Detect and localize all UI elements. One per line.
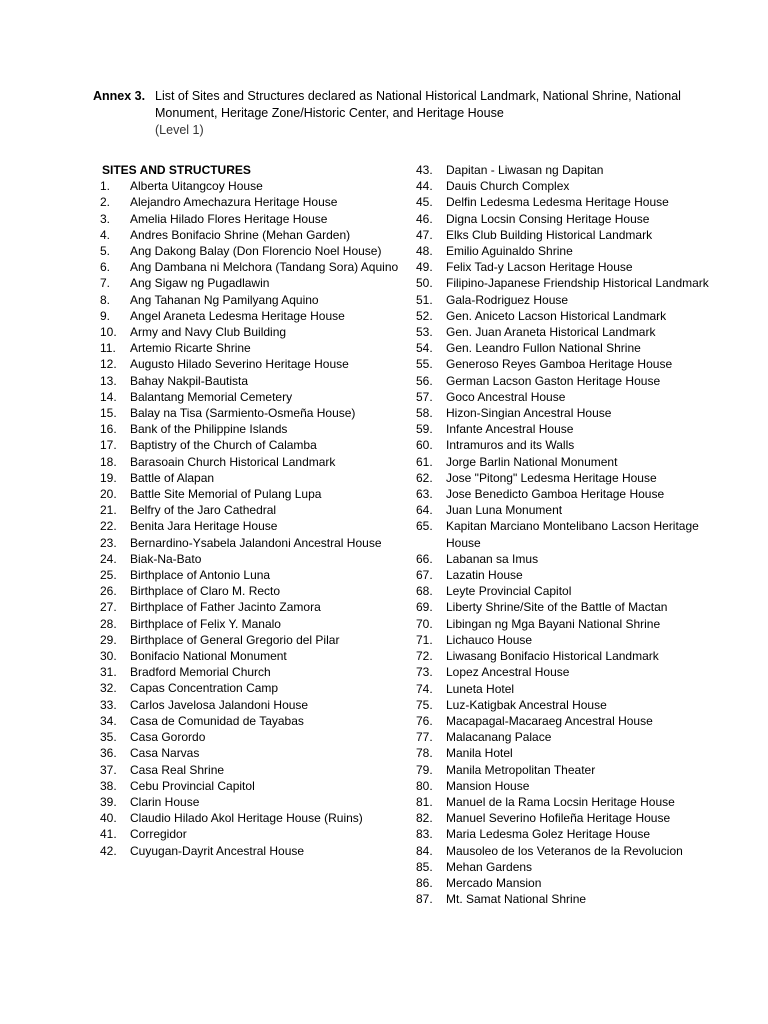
item-name: Digna Locsin Consing Heritage House (446, 211, 650, 226)
list-item (416, 859, 716, 875)
list-item (100, 680, 400, 696)
section-title: SITES AND STRUCTURES (102, 163, 251, 177)
list-item (100, 648, 400, 664)
item-name: Luneta Hotel (446, 681, 515, 696)
list-item (100, 486, 400, 502)
item-name: Clarin House (130, 794, 200, 809)
item-number: 70. (416, 616, 433, 631)
item-number: 10. (100, 325, 117, 340)
item-name: Lazatin House (446, 568, 523, 583)
item-number: 19. (100, 470, 117, 485)
list-item (416, 194, 716, 210)
item-name: Gen. Leandro Fullon National Shrine (446, 341, 641, 356)
item-name: Emilio Aguinaldo Shrine (446, 244, 573, 259)
item-number: 79. (416, 762, 433, 777)
item-number: 18. (100, 454, 117, 469)
item-number: 72. (416, 649, 433, 664)
list-item (416, 729, 716, 745)
list-item (416, 762, 716, 778)
item-name: Generoso Reyes Gamboa Heritage House (446, 357, 673, 372)
item-name: Ang Sigaw ng Pugadlawin (130, 276, 270, 291)
item-name: Dauis Church Complex (446, 179, 570, 194)
item-name: Ang Dakong Balay (Don Florencio Noel House) (130, 244, 382, 258)
list-item (100, 567, 400, 583)
item-number: 33. (100, 697, 117, 712)
list-item (100, 243, 400, 259)
item-name: Bonifacio National Monument (130, 649, 287, 664)
item-name: Gala-Rodriguez House (446, 292, 569, 307)
list-item (100, 810, 400, 826)
item-number: 56. (416, 373, 433, 388)
item-number: 66. (416, 551, 433, 566)
item-number: 59. (416, 422, 433, 437)
item-name: Casa Gorordo (130, 730, 206, 745)
list-item (100, 421, 400, 437)
list-item (416, 843, 716, 859)
list-item (416, 599, 716, 615)
item-number: 54. (416, 341, 433, 356)
item-name: Kapitan Marciano Montelibano Lacson Heritage House (446, 519, 699, 550)
item-number: 47. (416, 227, 433, 242)
annex-label: Annex 3. (93, 89, 146, 103)
item-name: Bradford Memorial Church (130, 665, 271, 680)
item-number: 24. (100, 551, 117, 566)
item-name: Dapitan - Liwasan ng Dapitan (446, 163, 604, 177)
list-item (416, 405, 716, 421)
item-name: Labanan sa Imus (446, 551, 539, 566)
item-name: Benita Jara Heritage House (130, 519, 278, 534)
item-name: Felix Tad-y Lacson Heritage House (446, 260, 633, 275)
item-name: Malacanang Palace (446, 730, 552, 745)
item-number: 65. (416, 519, 433, 534)
item-name: Liberty Shrine/Site of the Battle of Mactan (446, 600, 668, 615)
item-number: 29. (100, 632, 117, 647)
list-item (100, 599, 400, 615)
item-name: Elks Club Building Historical Landmark (446, 227, 653, 242)
item-name: Mansion House (446, 778, 530, 793)
item-name: Bank of the Philippine Islands (130, 422, 288, 437)
item-name: Birthplace of Antonio Luna (130, 568, 271, 583)
item-name: Gen. Juan Araneta Historical Landmark (446, 325, 656, 340)
list-column-right (416, 162, 716, 907)
item-number: 3. (100, 211, 111, 226)
item-number: 7. (100, 276, 111, 291)
item-name: Mt. Samat National Shrine (446, 892, 587, 907)
item-name: Libingan ng Mga Bayani National Shrine (446, 616, 661, 631)
item-number: 78. (416, 746, 433, 761)
item-name: Battle Site Memorial of Pulang Lupa (130, 487, 322, 502)
list-item (100, 762, 400, 778)
item-number: 32. (100, 681, 117, 696)
item-number: 85. (416, 859, 433, 874)
item-number: 81. (416, 794, 433, 809)
item-name: Luz-Katigbak Ancestral House (446, 697, 607, 712)
item-name: Corregidor (130, 827, 187, 842)
list-item (416, 713, 716, 729)
item-name: Casa Narvas (130, 746, 200, 761)
list-item (100, 227, 400, 243)
item-name: Balay na Tisa (Sarmiento-Osmeña House) (130, 406, 356, 421)
item-number: 73. (416, 665, 433, 680)
item-number: 83. (416, 827, 433, 842)
item-number: 77. (416, 730, 433, 745)
item-number: 27. (100, 600, 117, 615)
item-name: Lichauco House (446, 632, 533, 647)
list-item (100, 211, 400, 227)
list-item (416, 275, 716, 291)
item-number: 75. (416, 697, 433, 712)
item-name: Mausoleo de los Veteranos de la Revolucion (446, 843, 683, 858)
item-number: 5. (100, 244, 111, 258)
list-item (100, 551, 400, 567)
list-item (100, 535, 400, 551)
item-number: 25. (100, 568, 117, 583)
list-item (416, 470, 716, 486)
item-name: Gen. Aniceto Lacson Historical Landmark (446, 308, 667, 323)
item-name: Jose Benedicto Gamboa Heritage House (446, 487, 665, 502)
list-item (100, 389, 400, 405)
item-number: 44. (416, 179, 433, 194)
item-name: Amelia Hilado Flores Heritage House (130, 211, 328, 226)
list-item (100, 518, 400, 534)
list-item (100, 745, 400, 761)
list-item (416, 340, 716, 356)
item-number: 23. (100, 535, 117, 550)
item-number: 30. (100, 649, 117, 664)
list-item (416, 243, 716, 259)
item-name: Alejandro Amechazura Heritage House (130, 195, 338, 210)
item-number: 53. (416, 325, 433, 340)
item-name: Jorge Barlin National Monument (446, 454, 618, 469)
item-name: Birthplace of Claro M. Recto (130, 584, 281, 599)
item-name: Angel Araneta Ledesma Heritage House (130, 308, 345, 323)
item-number: 11. (100, 341, 116, 356)
item-number: 67. (416, 568, 433, 583)
list-item (100, 778, 400, 794)
annex-title-text: List of Sites and Structures declared as National Historical Landmark, National Shrine, National Monument, Heritage Zone/Historic Center, and Heritage House (155, 89, 681, 120)
item-number: 45. (416, 195, 433, 210)
list-item (416, 292, 716, 308)
item-number: 21. (100, 503, 117, 518)
item-number: 60. (416, 438, 433, 453)
list-item (416, 486, 716, 502)
item-name: Birthplace of General Gregorio del Pilar (130, 632, 340, 647)
list-item (416, 632, 716, 648)
list-item (416, 891, 716, 907)
item-number: 26. (100, 584, 117, 599)
item-number: 46. (416, 211, 433, 226)
list-item (416, 162, 716, 178)
item-name: Capas Concentration Camp (130, 681, 279, 696)
item-name: Casa Real Shrine (130, 762, 225, 777)
item-number: 39. (100, 794, 117, 809)
list-item (416, 389, 716, 405)
item-number: 82. (416, 811, 433, 826)
item-number: 9. (100, 308, 111, 323)
list-item (100, 292, 400, 308)
item-number: 28. (100, 616, 117, 631)
item-number: 74. (416, 681, 433, 696)
list-item (416, 745, 716, 761)
item-number: 57. (416, 389, 433, 404)
item-name: Artemio Ricarte Shrine (130, 341, 251, 356)
list-item (100, 275, 400, 291)
item-number: 12. (100, 357, 117, 372)
list-item (100, 729, 400, 745)
item-name: Battle of Alapan (130, 470, 215, 485)
item-name: Juan Luna Monument (446, 503, 563, 518)
list-item (416, 502, 716, 518)
item-number: 71. (416, 632, 433, 647)
list-item (100, 454, 400, 470)
item-name: Biak-Na-Bato (130, 551, 202, 566)
item-number: 6. (100, 260, 111, 275)
list-item (100, 194, 400, 210)
item-number: 62. (416, 470, 433, 485)
annex-level: (Level 1) (155, 123, 204, 137)
list-item (416, 681, 716, 697)
item-name: Augusto Hilado Severino Heritage House (130, 357, 349, 372)
list-item (416, 308, 716, 324)
item-number: 49. (416, 260, 433, 275)
item-number: 61. (416, 454, 433, 469)
item-name: Macapagal-Macaraeg Ancestral House (446, 713, 653, 728)
item-number: 87. (416, 892, 433, 907)
list-item (100, 616, 400, 632)
item-number: 35. (100, 730, 117, 745)
list-item (416, 454, 716, 470)
item-number: 51. (416, 292, 433, 307)
item-number: 58. (416, 406, 433, 421)
item-number: 16. (100, 422, 117, 437)
annex-title (155, 88, 695, 139)
item-number: 17. (100, 438, 117, 453)
item-number: 76. (416, 713, 433, 728)
item-number: 63. (416, 487, 433, 502)
item-name: Leyte Provincial Capitol (446, 584, 572, 599)
item-number: 38. (100, 778, 117, 793)
item-number: 48. (416, 244, 433, 259)
item-name: Goco Ancestral House (446, 389, 566, 404)
item-name: Manuel de la Rama Locsin Heritage House (446, 794, 675, 809)
item-number: 43. (416, 163, 433, 177)
list-item (416, 778, 716, 794)
list-item (100, 470, 400, 486)
list-item (416, 794, 716, 810)
list-item (416, 583, 716, 599)
item-number: 36. (100, 746, 117, 761)
item-number: 8. (100, 292, 111, 307)
list-item (416, 259, 716, 275)
item-number: 1. (100, 179, 111, 194)
item-number: 31. (100, 665, 117, 680)
list-item (100, 502, 400, 518)
item-number: 80. (416, 778, 433, 793)
item-number: 34. (100, 713, 117, 728)
item-name: Hizon-Singian Ancestral House (446, 406, 612, 421)
list-item (416, 826, 716, 842)
list-item (100, 697, 400, 713)
item-name: Filipino-Japanese Friendship Historical Landmark (446, 276, 709, 291)
item-number: 42. (100, 843, 117, 858)
item-name: Claudio Hilado Akol Heritage House (Ruins) (130, 811, 363, 826)
list-item (416, 324, 716, 340)
list-item (416, 356, 716, 372)
item-number: 64. (416, 503, 433, 518)
item-name: Birthplace of Felix Y. Manalo (130, 616, 281, 631)
list-item (416, 518, 716, 550)
list-item (100, 405, 400, 421)
list-item (416, 551, 716, 567)
list-item (100, 340, 400, 356)
list-item (416, 421, 716, 437)
list-item (100, 632, 400, 648)
item-name: Alberta Uitangcoy House (130, 179, 263, 194)
item-name: Andres Bonifacio Shrine (Mehan Garden) (130, 227, 351, 242)
list-item (416, 616, 716, 632)
item-number: 84. (416, 843, 433, 858)
list-item (416, 648, 716, 664)
list-item (100, 843, 400, 859)
item-name: Balantang Memorial Cemetery (130, 389, 293, 404)
item-name: Bahay Nakpil-Bautista (130, 373, 249, 388)
item-number: 69. (416, 600, 433, 615)
item-number: 4. (100, 227, 111, 242)
list-item (416, 810, 716, 826)
item-number: 20. (100, 487, 117, 502)
list-item (416, 697, 716, 713)
list-item (416, 227, 716, 243)
item-name: Baptistry of the Church of Calamba (130, 438, 317, 453)
item-number: 14. (100, 389, 117, 404)
item-name: Infante Ancestral House (446, 422, 574, 437)
item-name: Manila Hotel (446, 746, 513, 761)
right-list (416, 162, 716, 907)
item-name: Carlos Javelosa Jalandoni House (130, 697, 309, 712)
item-number: 41. (100, 827, 117, 842)
list-item (416, 178, 716, 194)
list-item (416, 373, 716, 389)
item-name: Ang Dambana ni Melchora (Tandang Sora) Aquino (130, 260, 399, 275)
item-name: Maria Ledesma Golez Heritage House (446, 827, 651, 842)
item-name: Army and Navy Club Building (130, 325, 287, 340)
item-name: Bernardino-Ysabela Jalandoni Ancestral House (130, 535, 382, 550)
list-item (100, 583, 400, 599)
list-item (100, 437, 400, 453)
list-item (100, 713, 400, 729)
item-name: Manuel Severino Hofileña Heritage House (446, 811, 671, 826)
list-item (416, 211, 716, 227)
item-name: Barasoain Church Historical Landmark (130, 454, 336, 469)
item-number: 22. (100, 519, 117, 534)
item-name: Manila Metropolitan Theater (446, 762, 596, 777)
item-name: Intramuros and its Walls (446, 438, 575, 453)
item-number: 50. (416, 276, 433, 291)
item-number: 2. (100, 195, 111, 210)
item-number: 86. (416, 875, 433, 890)
list-item (100, 794, 400, 810)
list-item (100, 308, 400, 324)
list-item (100, 178, 400, 194)
item-name: Mehan Gardens (446, 859, 533, 874)
list-item (416, 437, 716, 453)
item-name: Liwasang Bonifacio Historical Landmark (446, 649, 659, 664)
item-name: Casa de Comunidad de Tayabas (130, 713, 304, 728)
list-column-left (100, 162, 400, 859)
item-number: 68. (416, 584, 433, 599)
list-item (416, 875, 716, 891)
item-name: Birthplace of Father Jacinto Zamora (130, 600, 321, 615)
item-name: Mercado Mansion (446, 875, 542, 890)
item-name: Cebu Provincial Capitol (130, 778, 255, 793)
list-item (100, 826, 400, 842)
list-item (100, 664, 400, 680)
list-item (100, 259, 400, 275)
item-name: Lopez Ancestral House (446, 665, 570, 680)
item-name: Belfry of the Jaro Cathedral (130, 503, 277, 518)
list-item (100, 373, 400, 389)
item-name: Ang Tahanan Ng Pamilyang Aquino (130, 292, 319, 307)
list-item (100, 324, 400, 340)
item-number: 55. (416, 357, 433, 372)
item-number: 15. (100, 406, 117, 421)
list-item (416, 567, 716, 583)
list-item (416, 664, 716, 680)
item-name: Delfin Ledesma Ledesma Heritage House (446, 195, 669, 210)
item-number: 52. (416, 308, 433, 323)
item-name: Jose "Pitong" Ledesma Heritage House (446, 470, 657, 485)
left-list (100, 178, 400, 859)
item-name: Cuyugan-Dayrit Ancestral House (130, 843, 305, 858)
item-number: 40. (100, 811, 117, 826)
item-number: 13. (100, 373, 117, 388)
item-number: 37. (100, 762, 117, 777)
item-name: German Lacson Gaston Heritage House (446, 373, 661, 388)
list-item (100, 356, 400, 372)
